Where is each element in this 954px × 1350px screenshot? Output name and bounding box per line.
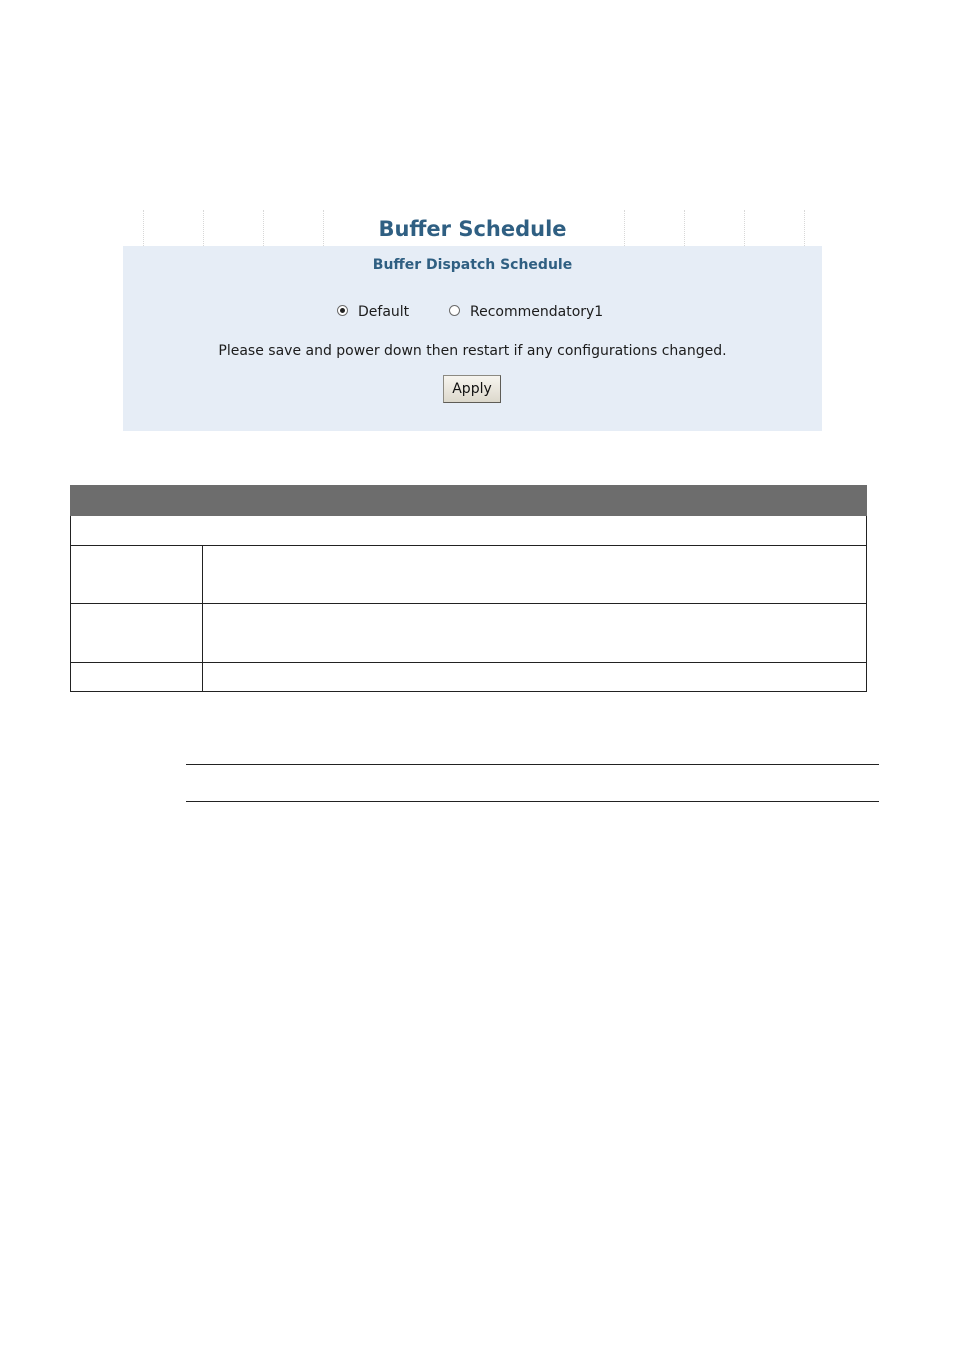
- apply-button[interactable]: Apply: [443, 375, 501, 403]
- buffer-schedule-panel: [123, 246, 822, 431]
- table-header-cell: [305, 486, 867, 516]
- table-cell: [71, 604, 203, 663]
- radio-default-label: Default: [358, 304, 410, 320]
- restart-notice: Please save and power down then restart if any configurations changed.: [218, 343, 727, 359]
- divider: [186, 801, 879, 802]
- radio-option-recommendatory1[interactable]: [449, 304, 603, 320]
- table-cell: [203, 663, 867, 692]
- divider: [186, 764, 879, 765]
- radio-option-default[interactable]: [337, 304, 409, 320]
- table-row: [71, 516, 867, 546]
- radio-recommendatory1-label: Recommendatory1: [470, 304, 604, 320]
- table-header-cell: [71, 486, 305, 516]
- radio-recommendatory1-indicator[interactable]: [449, 305, 460, 316]
- description-table: [70, 485, 867, 692]
- section-subtitle: Buffer Dispatch Schedule: [372, 257, 573, 273]
- table-row: [71, 546, 867, 604]
- table-header-row: [71, 486, 867, 516]
- schedule-radio-group: [123, 304, 822, 324]
- page-title: Buffer Schedule: [378, 217, 567, 241]
- table-cell: [203, 604, 867, 663]
- table-cell: [71, 663, 203, 692]
- table-row: [71, 604, 867, 663]
- table-cell: [71, 516, 867, 546]
- table-cell: [71, 546, 203, 604]
- radio-default-indicator[interactable]: [337, 305, 348, 316]
- table-row: [71, 663, 867, 692]
- table-cell: [203, 546, 867, 604]
